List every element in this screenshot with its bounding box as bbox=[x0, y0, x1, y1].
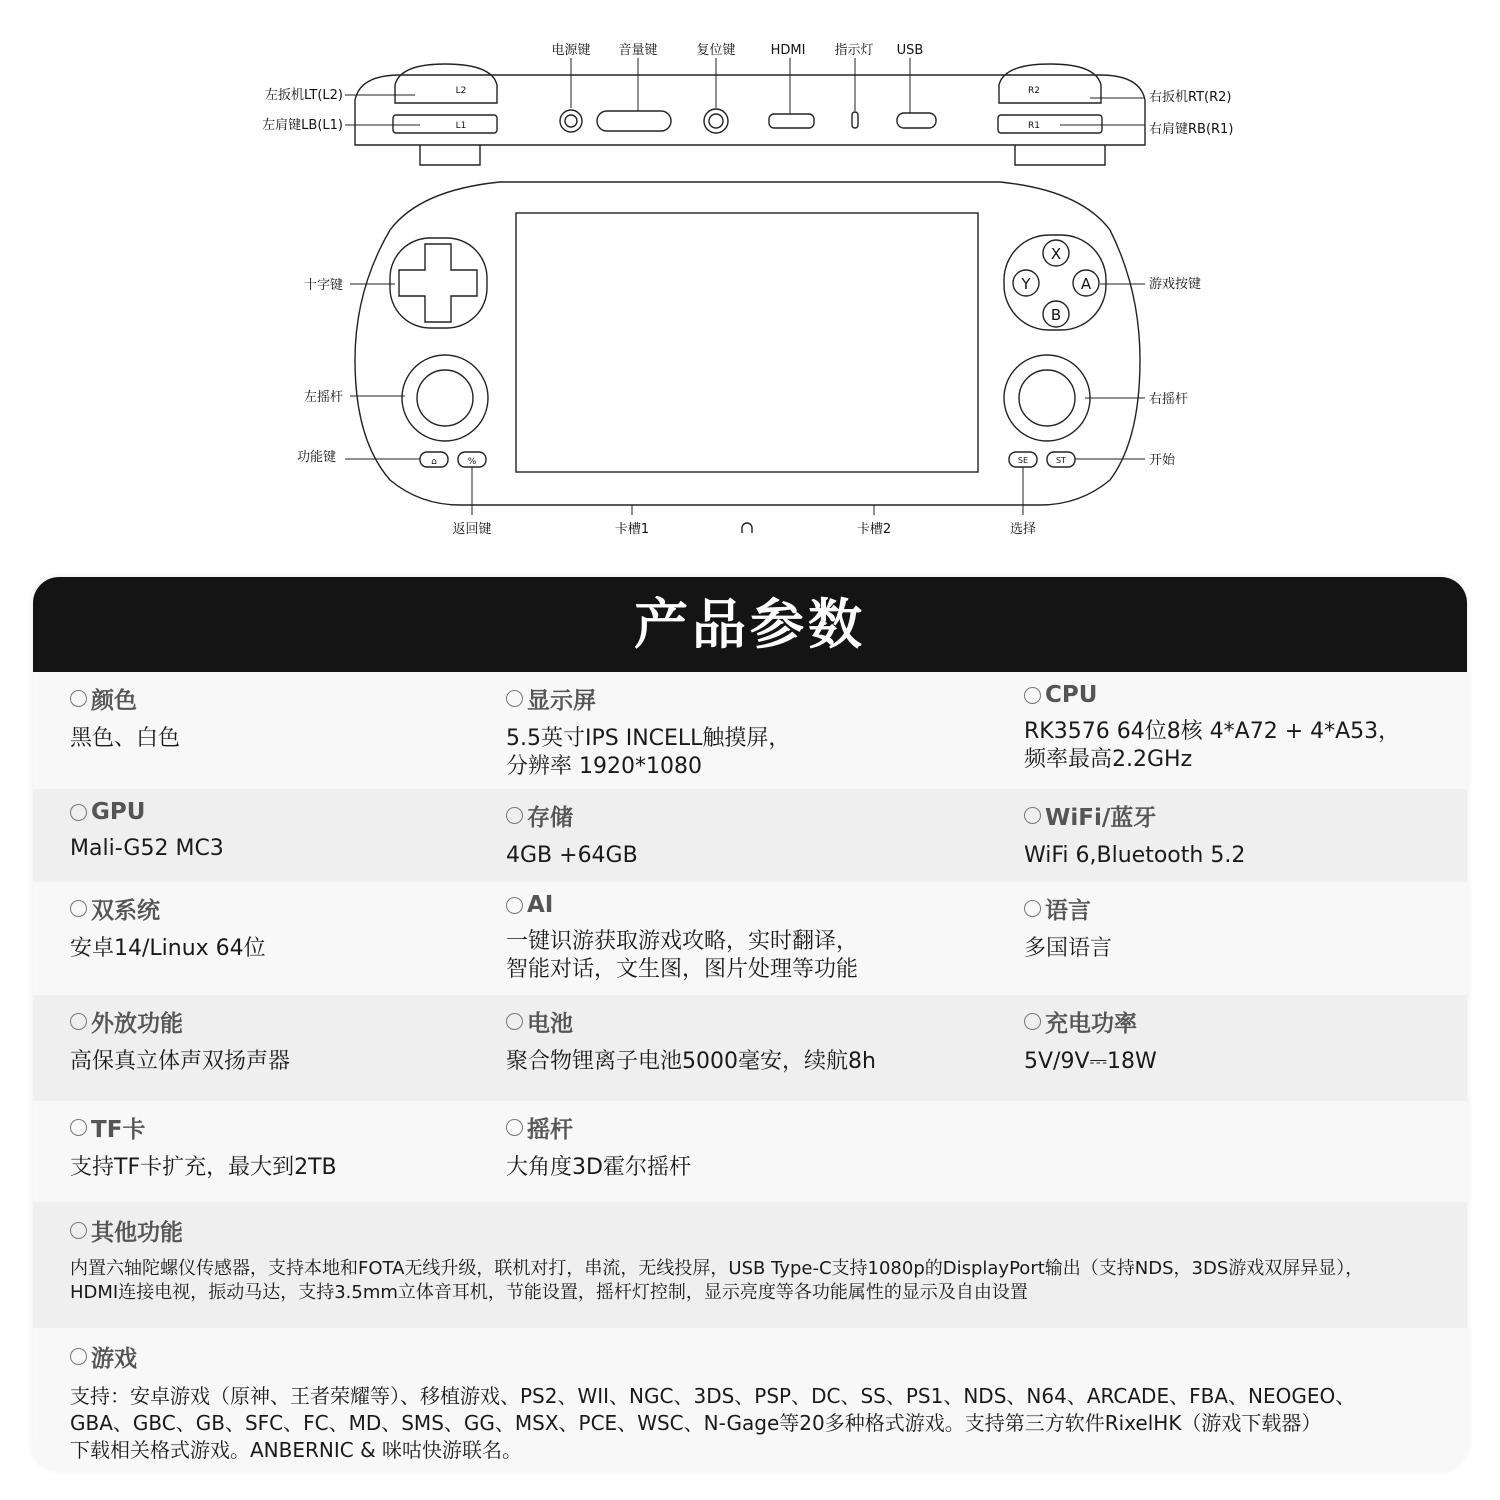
spec-label: CPU bbox=[1045, 682, 1098, 708]
spec-label: 其他功能 bbox=[91, 1220, 183, 1246]
spec-item bbox=[506, 1005, 876, 1076]
label-rb: 右肩键RB(R1) bbox=[1149, 122, 1234, 137]
spec-item bbox=[70, 1111, 337, 1182]
label-function: 功能键 bbox=[296, 450, 336, 465]
device-diagram bbox=[0, 0, 1500, 560]
spec-value: 5.5英寸IPS INCELL触摸屏， 分辨率 1920*1080 bbox=[506, 726, 791, 779]
r1-bumper bbox=[998, 115, 1102, 133]
spec-row bbox=[33, 789, 1467, 882]
l2-mark: L2 bbox=[455, 86, 467, 96]
spec-label: AI bbox=[527, 892, 554, 918]
hdmi-port bbox=[769, 114, 814, 128]
spec-label: 充电功率 bbox=[1045, 1011, 1137, 1037]
spec-item bbox=[506, 892, 858, 984]
indicator-led bbox=[852, 112, 858, 128]
spec-label: 双系统 bbox=[91, 898, 160, 924]
spec-label: 外放功能 bbox=[91, 1011, 183, 1037]
bullet-circle-icon bbox=[1024, 687, 1041, 704]
spec-row bbox=[33, 882, 1467, 995]
spec-value: WiFi 6,Bluetooth 5.2 bbox=[1024, 843, 1246, 868]
label-dpad: 十字键 bbox=[303, 278, 343, 293]
label-back: 返回键 bbox=[452, 522, 492, 537]
spec-value: 大角度3D霍尔摇杆 bbox=[506, 1155, 691, 1180]
spec-label: 语言 bbox=[1045, 898, 1091, 924]
spec-item bbox=[1024, 892, 1112, 963]
device-top-view bbox=[355, 75, 1145, 145]
usb-port bbox=[897, 113, 936, 128]
volume-rocker bbox=[597, 111, 671, 131]
spec-row-other bbox=[33, 1202, 1467, 1328]
label-lb: 左肩键LB(L1) bbox=[262, 118, 343, 133]
bullet-circle-icon bbox=[1024, 1013, 1041, 1030]
left-stick bbox=[402, 355, 488, 441]
label-rt: 右扳机RT(R2) bbox=[1149, 90, 1232, 105]
label-lt: 左扳机LT(L2) bbox=[264, 88, 343, 103]
label-hdmi: HDMI bbox=[770, 43, 806, 58]
bullet-circle-icon bbox=[506, 1013, 523, 1030]
label-select: 选择 bbox=[1009, 522, 1037, 537]
spec-row-games bbox=[33, 1328, 1467, 1470]
spec-value: 4GB +64GB bbox=[506, 843, 638, 868]
spec-item bbox=[70, 1005, 290, 1076]
spec-value: 支持：安卓游戏（原神、王者荣耀等）、移植游戏、PS2、WII、NGC、3DS、PSP、DC、SS、PS1、NDS、N64、ARCADE、FBA、NEOGEO、 GBA、GBC、GB、SFC、FC、MD、SMS、GG、MSX、PCE、WSC、N-Gage等20多种格式游戏。支持第三方软件RixelHK（游戏下载器） 下载相关格式游戏。ANBERNIC & 咪咕快游联名。 bbox=[70, 1384, 1356, 1462]
x-button: X bbox=[1050, 245, 1062, 263]
r2-trigger bbox=[999, 64, 1101, 103]
bullet-circle-icon bbox=[506, 690, 523, 707]
spec-item bbox=[1024, 682, 1400, 774]
label-power: 电源键 bbox=[551, 43, 591, 58]
start-button: ST bbox=[1056, 456, 1066, 465]
bullet-circle-icon bbox=[70, 1119, 87, 1136]
bullet-circle-icon bbox=[1024, 900, 1041, 917]
bullet-circle-icon bbox=[70, 1348, 87, 1365]
bullet-circle-icon bbox=[70, 804, 87, 821]
label-slot2: 卡槽2 bbox=[856, 522, 892, 537]
back-button: % bbox=[467, 457, 477, 467]
reset-button bbox=[704, 109, 728, 133]
spec-label: GPU bbox=[91, 799, 146, 825]
spec-label: 颜色 bbox=[91, 688, 137, 714]
l1-mark: L1 bbox=[455, 121, 467, 131]
spec-item bbox=[1024, 799, 1245, 870]
a-button: A bbox=[1080, 275, 1092, 293]
l1-bumper bbox=[393, 115, 497, 133]
spec-value: 高保真立体声双扬声器 bbox=[70, 1049, 291, 1074]
spec-value: 聚合物锂离子电池5000毫安，续航8h bbox=[506, 1049, 876, 1074]
spec-title: 产品参数 bbox=[33, 577, 1467, 672]
spec-label: TF卡 bbox=[91, 1117, 146, 1143]
label-start: 开始 bbox=[1149, 453, 1176, 468]
bullet-circle-icon bbox=[506, 1119, 523, 1136]
spec-value: 安卓14/Linux 64位 bbox=[70, 936, 266, 961]
spec-label: 摇杆 bbox=[527, 1117, 573, 1143]
bullet-circle-icon bbox=[70, 1222, 87, 1239]
label-reset: 复位键 bbox=[696, 43, 736, 58]
label-indicator: 指示灯 bbox=[834, 43, 874, 58]
spec-row bbox=[33, 995, 1467, 1101]
spec-value: 5V/9V⎓18W bbox=[1024, 1049, 1157, 1074]
y-button: Y bbox=[1021, 275, 1031, 293]
power-icon bbox=[560, 110, 582, 132]
headphone-icon bbox=[742, 523, 752, 533]
spec-row bbox=[33, 672, 1467, 789]
spec-item bbox=[70, 799, 224, 863]
spec-label: 存储 bbox=[527, 805, 573, 831]
dpad bbox=[390, 238, 487, 328]
label-right-stick: 右摇杆 bbox=[1149, 392, 1189, 407]
bullet-circle-icon bbox=[506, 807, 523, 824]
spec-item bbox=[506, 799, 638, 870]
label-left-stick: 左摇杆 bbox=[303, 390, 343, 405]
spec-value: 多国语言 bbox=[1024, 936, 1113, 961]
spec-item bbox=[70, 892, 266, 963]
label-face-buttons: 游戏按键 bbox=[1149, 277, 1202, 292]
spec-row bbox=[33, 1101, 1467, 1202]
bullet-circle-icon bbox=[506, 897, 523, 914]
spec-value: Mali-G52 MC3 bbox=[70, 836, 224, 861]
label-slot1: 卡槽1 bbox=[614, 522, 650, 537]
l2-trigger bbox=[395, 64, 497, 103]
bullet-circle-icon bbox=[1024, 807, 1041, 824]
select-button: SE bbox=[1017, 456, 1029, 465]
spec-value: 内置六轴陀螺仪传感器，支持本地和FOTA无线升级，联机对打，串流，无线投屏，USB Type-C支持1080p的DisplayPort输出（支持NDS，3DS游戏双屏异显）， HDMI连接电视，振动马达，支持3.5mm立体音耳机，节能设置，摇杆灯控制，显示亮度等各功能属性的显示及自由设置 bbox=[70, 1258, 1364, 1303]
r2-mark: R2 bbox=[1028, 86, 1040, 96]
b-button: B bbox=[1050, 306, 1062, 324]
spec-label: 电池 bbox=[527, 1011, 573, 1037]
spec-item bbox=[506, 1111, 691, 1182]
spec-label: WiFi/蓝牙 bbox=[1045, 805, 1157, 831]
spec-value: RK3576 64位8核 4*A72 + 4*A53， 频率最高2.2GHz bbox=[1024, 719, 1401, 772]
screen bbox=[516, 213, 978, 472]
function-button: ⌂ bbox=[431, 457, 437, 467]
right-stick bbox=[1004, 355, 1090, 441]
bullet-circle-icon bbox=[70, 690, 87, 707]
spec-value: 支持TF卡扩充，最大到2TB bbox=[70, 1155, 337, 1180]
spec-item bbox=[506, 682, 790, 781]
label-usb: USB bbox=[896, 43, 924, 58]
r1-mark: R1 bbox=[1028, 121, 1040, 131]
spec-item bbox=[1024, 1005, 1157, 1076]
spec-value: 一键识游获取游戏攻略，实时翻译， 智能对话，文生图，图片处理等功能 bbox=[506, 929, 859, 982]
spec-card bbox=[33, 577, 1467, 1470]
bullet-circle-icon bbox=[70, 900, 87, 917]
spec-label: 显示屏 bbox=[527, 688, 596, 714]
bullet-circle-icon bbox=[70, 1013, 87, 1030]
spec-item bbox=[70, 682, 180, 753]
spec-label: 游戏 bbox=[91, 1346, 137, 1372]
spec-value: 黑色、白色 bbox=[70, 726, 181, 751]
label-volume: 音量键 bbox=[618, 43, 658, 58]
